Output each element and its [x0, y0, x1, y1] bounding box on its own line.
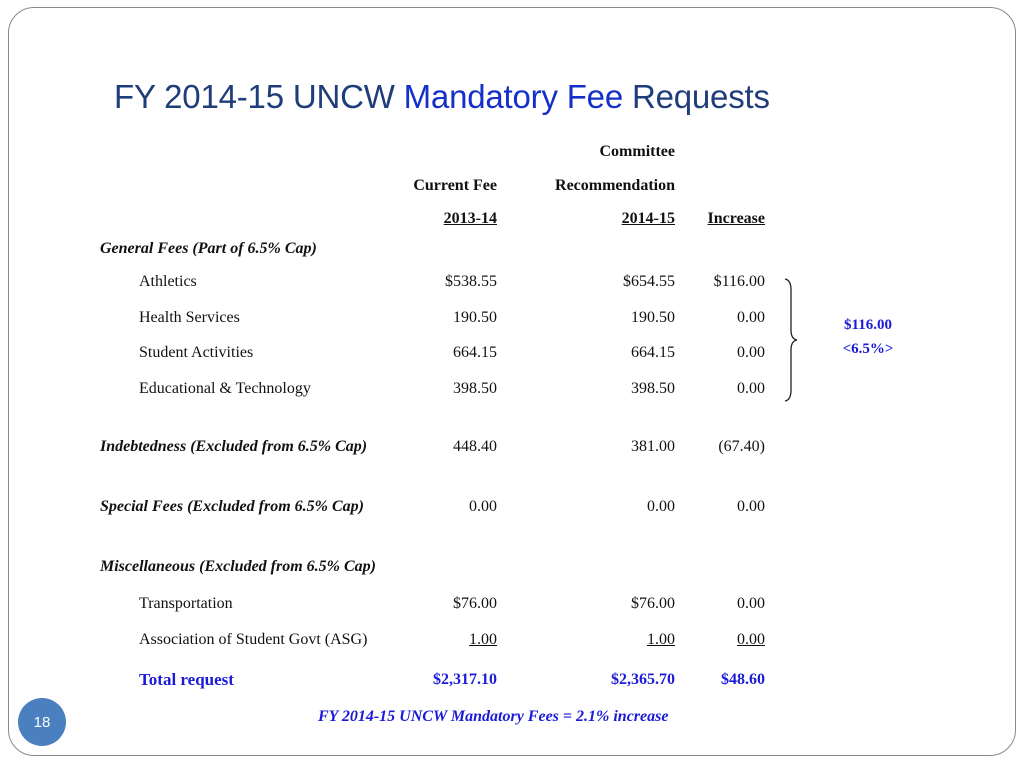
footnote: FY 2014-15 UNCW Mandatory Fees = 2.1% increase	[318, 708, 669, 725]
total-label: Total request	[139, 670, 234, 689]
row-label: Athletics	[139, 273, 197, 290]
row-current: $76.00	[453, 595, 497, 612]
section-indebtedness: Indebtedness (Excluded from 6.5% Cap)	[100, 438, 368, 455]
special-recommended: 0.00	[647, 498, 675, 515]
row-label: Transportation	[139, 595, 233, 612]
special-increase: 0.00	[737, 498, 765, 515]
indebtedness-increase: (67.40)	[718, 438, 765, 455]
row-increase: 0.00	[737, 344, 765, 361]
row-current: 190.50	[453, 309, 497, 326]
title-highlight: Mandatory Fee	[403, 78, 623, 115]
header-year-recommended: 2014-15	[621, 210, 675, 227]
row-current: 398.50	[453, 380, 497, 397]
row-label: Health Services	[139, 309, 240, 326]
brace-note-percent: <6.5%>	[842, 341, 894, 357]
row-current: 1.00	[469, 631, 497, 648]
total-current: $2,317.10	[433, 671, 497, 688]
header-increase: Increase	[707, 210, 765, 227]
row-recommended: 1.00	[647, 631, 675, 648]
row-increase: $116.00	[713, 273, 765, 290]
header-committee: Committee	[599, 143, 675, 160]
header-year-current: 2013-14	[443, 210, 497, 227]
row-label: Association of Student Govt (ASG)	[139, 631, 368, 648]
row-current: $538.55	[445, 273, 497, 290]
row-increase: 0.00	[737, 380, 765, 397]
section-miscellaneous: Miscellaneous (Excluded from 6.5% Cap)	[100, 558, 376, 575]
row-recommended: 664.15	[631, 344, 675, 361]
page-number-badge: 18	[18, 698, 66, 746]
indebtedness-recommended: 381.00	[631, 438, 675, 455]
row-recommended: 190.50	[631, 309, 675, 326]
title-part1: FY 2014-15 UNCW	[114, 78, 404, 115]
brace-note-amount: $116.00	[844, 317, 892, 333]
row-increase: 0.00	[737, 631, 765, 648]
total-recommended: $2,365.70	[611, 671, 675, 688]
row-label: Student Activities	[139, 344, 254, 361]
section-general-fees: General Fees (Part of 6.5% Cap)	[100, 240, 317, 257]
row-increase: 0.00	[737, 309, 765, 326]
row-recommended: $76.00	[631, 595, 675, 612]
total-increase: $48.60	[721, 671, 765, 688]
indebtedness-current: 448.40	[453, 438, 497, 455]
row-label: Educational & Technology	[139, 380, 311, 397]
header-current-fee: Current Fee	[413, 177, 497, 194]
curly-brace-icon	[782, 278, 802, 402]
title-part2: Requests	[623, 78, 770, 115]
row-increase: 0.00	[737, 595, 765, 612]
slide-title	[114, 78, 770, 116]
row-recommended: 398.50	[631, 380, 675, 397]
row-current: 664.15	[453, 344, 497, 361]
special-current: 0.00	[469, 498, 497, 515]
section-special-fees: Special Fees (Excluded from 6.5% Cap)	[100, 498, 364, 515]
row-recommended: $654.55	[623, 273, 675, 290]
header-recommendation: Recommendation	[555, 177, 675, 194]
